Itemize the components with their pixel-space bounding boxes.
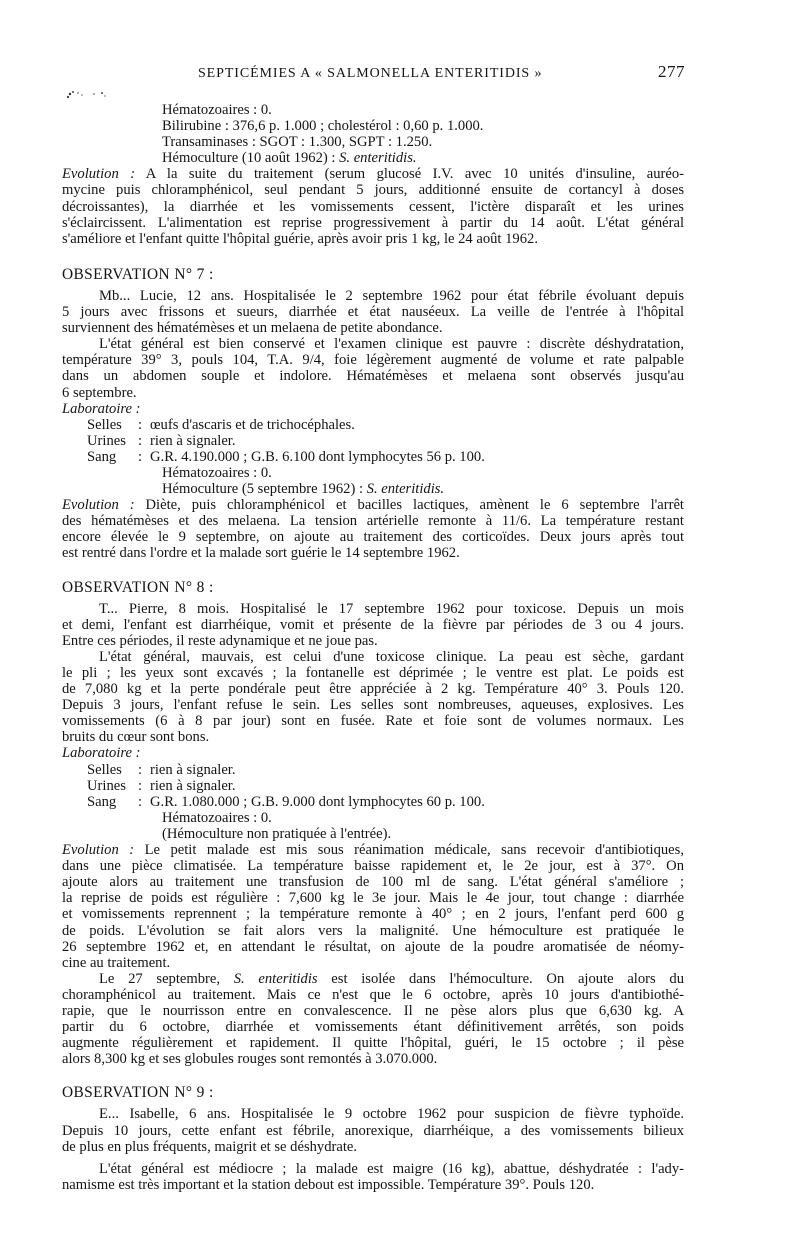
lab-line: Hémoculture (10 août 1962) : S. enteritidis. [162, 150, 417, 167]
running-title: SEPTICÉMIES A « SALMONELLA ENTERITIDIS » [198, 66, 543, 81]
lab-row: Selles : rien à signaler. [87, 761, 236, 778]
observation-8-para2: L'état général, mauvais, est celui d'une toxicose clinique. La peau est sèche, gardant le pli ; les yeux sont excavés ; la fontanelle est déprimée ; le ventre est plat. Le poids est de 7,080 kg et la perte pondérale peut être appréciée à 2 kg. Température 40° 3. Pouls 120. Depuis 3 jours, l'enfant refuse le sein. Les selles sont nombreuses, aqueuses, explosives. Les vomissements (6 à 8 par jour) sont en fusée. Rate et foie sont de volumes normaux. Les bruits du cœur sont bons. [62, 648, 684, 746]
lab-line: Bilirubine : 376,6 p. 1.000 ; cholestérol : 0,60 p. 1.000. [162, 118, 484, 135]
observation-9-para2: L'état général est médiocre ; la malade est maigre (16 kg), abattue, déshydratée : l'ady- namisme est très important et la station debout est impossible. Température 39°. Pouls 120. [62, 1160, 684, 1193]
organism-name: S. enteritidis. [339, 150, 417, 167]
lab-row: Urines : rien à signaler. [87, 777, 236, 794]
lab-line: Hématozoaires : 0. [162, 102, 272, 118]
observation-8-para3: Le 27 septembre, S. enteritidis est isolée dans l'hémoculture. On ajoute alors du choramphénicol au traitement. Mais ce n'est que le 6 octobre, après 10 jours d'antibiothé- rapie, que le nourrisson entre en convalescence. Il ne pèse alors plus que 6,630 kg. A partir du 6 octobre, diarrhée et vomissements étant définitivement arrêtés, son poids augmente régulièrement et rapidement. Il quitte l'hôpital, guéri, le 15 octobre ; il pèse alors 8,300 kg et ses globules rouges sont remontés à 3.070.000. [62, 970, 684, 1068]
lab-row: Selles : œufs d'ascaris et de trichocéphales. [87, 416, 355, 433]
observation-7-para2: L'état général est bien conservé et l'examen clinique est pauvre : discrète déshydratation, température 39° 3, pouls 104, T.A. 9/4, foie légèrement augmenté de volume et rate palpable dans un abdomen souple et indolore. Hématémèses et melaena sont observés jusqu'au 6 septembre. [62, 336, 684, 401]
evolution-label: Evolution : [62, 497, 135, 514]
evolution-paragraph-6: Evolution : A la suite du traitement (serum glucosé I.V. avec 10 unités d'insuline, auréo- mycine puis chloramphénicol, seul pendant 5 jours, additionné ensuite de cortancyl à doses décroissantes), la diarrhée et les vomissements cessent, l'ictère disparaît et les urines s'éclaircissent. L'alimentation est reprise progressivement à partir du 14 août. L'état général s'améliore et l'enfant quitte l'hôpital guérie, après avoir pris 1 kg, le 24 août 1962. [62, 166, 684, 247]
observation-7-para1: Mb... Lucie, 12 ans. Hospitalisée le 2 septembre 1962 pour état fébrile évoluant depuis 5 jours avec frissons et sueurs, diarrhée et état nauséeux. La veille de l'entrée à l'hôpital surviennent des hématémèses et un melaena de petite abondance. [62, 287, 684, 337]
laboratory-label: Laboratoire : [62, 400, 141, 417]
observation-7-labs: Selles : œufs d'ascaris et de trichocéphales. Urines : rien à signaler. Sang : G.R. 4.190.000 ; G.B. 6.100 dont lymphocytes 56 p. 100. Hématozoaires : 0. Hémoculture (5 septembre 1962) : S. enteritidis. [62, 417, 684, 497]
observation-9-para1: E... Isabelle, 6 ans. Hospitalisée le 9 octobre 1962 pour suspicion de fièvre typhoïde. Depuis 10 jours, cette enfant est fébrile, anorexique, diarrhéique, a des vomissements bilieux de plus en plus fréquents, maigrit et se déshydrate. [62, 1106, 684, 1155]
lab-row: Sang : G.R. 1.080.000 ; G.B. 9.000 dont lymphocytes 60 p. 100. [87, 793, 485, 810]
observation-8-para1: T... Pierre, 8 mois. Hospitalisé le 17 septembre 1962 pour toxicose. Depuis un mois et demi, l'enfant est diarrhéique, vomit et présente de la fièvre par périodes de 3 ou 4 jours. Entre ces périodes, il reste adynamique et ne joue pas. [62, 600, 684, 649]
observation-8-evolution: Evolution : Le petit malade est mis sous réanimation médicale, sans recevoir d'antibiotiques, dans une pièce climatisée. La température baisse rapidement et, le 2e jour, est à 37°. On ajoute alors au traitement une transfusion de 100 ml de sang. L'état général s'améliore ; la reprise de poids est régulière : 7,600 kg le 3e jour. Mais le 4e jour, tout change : diarrhée et vomissements reprennent ; la température remonte à 40° ; en 2 jours, l'enfant perd 600 g de poids. L'évolution se fait alors vers la malignité. Une hémoculture est pratiquée le 26 septembre 1962 et, en attendant le résultat, on ajoute de la poudre aromatisée de néomy- cine au traitement. [62, 842, 684, 971]
organism-name: S. enteritidis. [366, 481, 445, 498]
observation-8-labs: Selles : rien à signaler. Urines : rien à signaler. Sang : G.R. 1.080.000 ; G.B. 9.000 dont lymphocytes 60 p. 100. Hématozoaires : 0. (Hémoculture non pratiquée à l'entrée). [62, 762, 684, 842]
lab-row: Sang : G.R. 4.190.000 ; G.B. 6.100 dont lymphocytes 56 p. 100. [87, 448, 485, 465]
lab-row: Urines : rien à signaler. [87, 432, 236, 449]
laboratory-label: Laboratoire : [62, 745, 141, 762]
ink-smudge-mark [64, 88, 120, 102]
evolution-label: Evolution : [62, 842, 135, 859]
lab-line: Transaminases : SGOT : 1.300, SGPT : 1.250. [162, 134, 433, 151]
page-body [62, 102, 684, 1193]
page-number: 277 [658, 62, 685, 81]
observation-8-heading: OBSERVATION N° 8 : [62, 578, 214, 596]
observation-9-heading: OBSERVATION N° 9 : [62, 1084, 214, 1102]
top-lab-block [62, 102, 684, 166]
observation-7-heading: OBSERVATION N° 7 : [62, 265, 214, 283]
organism-name: S. enteritidis [233, 970, 318, 987]
evolution-label: Evolution : [62, 166, 136, 183]
observation-7-evolution: Evolution : Diète, puis chloramphénicol et bacilles lactiques, amènent le 6 septembre l'arrêt des hématémèses et des melaena. La tension artérielle remonte à 11/6. La température restant encore élevée le 9 septembre, on ajoute au traitement des corticoïdes. Deux jours après tout est rentré dans l'ordre et la malade sort guérie le 14 septembre 1962. [62, 497, 684, 562]
